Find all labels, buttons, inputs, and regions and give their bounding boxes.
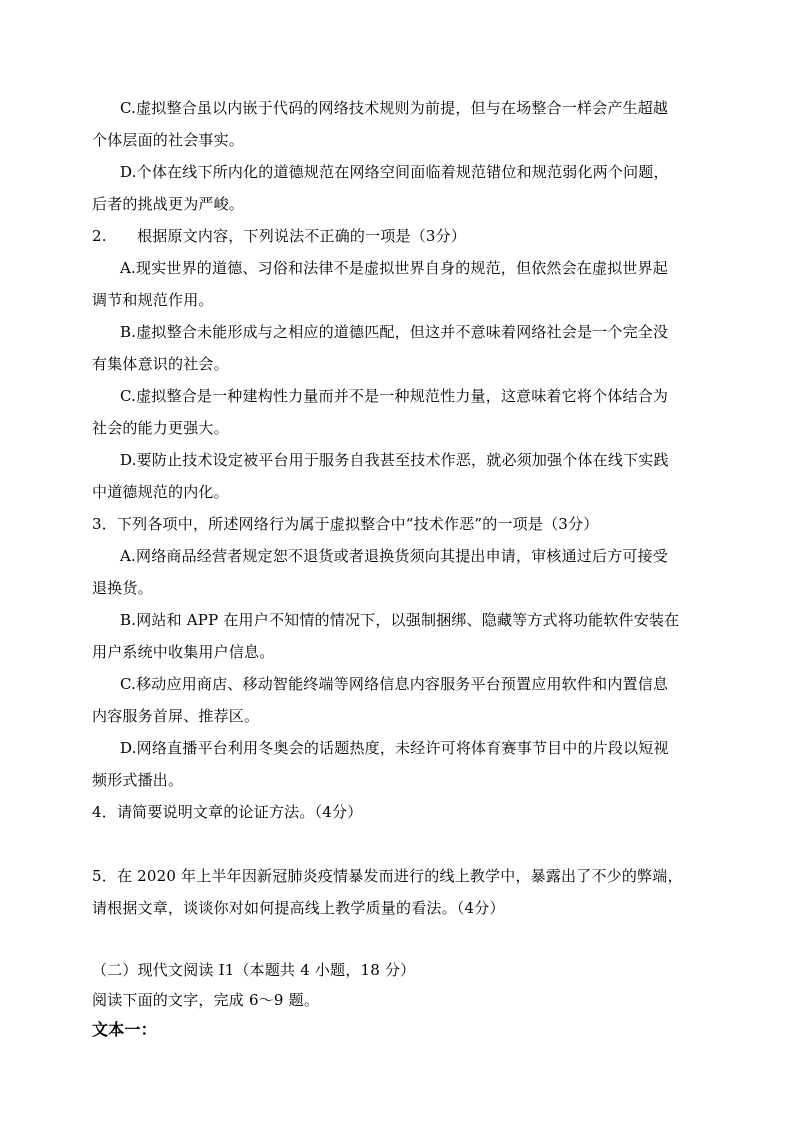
q2-option-d-line2: 中道德规范的内化。 xyxy=(92,483,229,501)
q3-option-d-line1: D.网络直播平台利用冬奥会的话题热度，未经许可将体育赛事节目中的片段以短视 xyxy=(120,739,669,757)
q3-option-c-line2: 内容服务首屏、推荐区。 xyxy=(92,707,260,725)
q3-option-c-line1: C.移动应用商店、移动智能终端等网络信息内容服务平台预置应用软件和内置信息 xyxy=(120,675,669,693)
q2-stem: 2. 根据原文内容，下列说法不正确的一项是（3分） xyxy=(92,227,467,245)
q1-option-d-line2: 后者的挑战更为严峻。 xyxy=(92,195,245,213)
q2-option-a-line2: 调节和规范作用。 xyxy=(92,291,214,309)
q5-line1: 5．在 2020 年上半年因新冠肺炎疫情暴发而进行的线上教学中，暴露出了不少的弊端， xyxy=(92,867,683,885)
q2-option-c-line1: C.虚拟整合是一种建构性力量而并不是一种规范性力量，这意味着它将个体结合为 xyxy=(120,387,669,405)
q1-option-d-line1: D.个体在线下所内化的道德规范在网络空间面临着规范错位和规范弱化两个问题， xyxy=(120,163,669,181)
q1-option-c-line1: C.虚拟整合虽以内嵌于代码的网络技术规则为前提，但与在场整合一样会产生超越 xyxy=(120,99,669,117)
q3-stem: 3．下列各项中，所述网络行为属于虚拟整合中“技术作恶”的一项是（3分） xyxy=(92,515,599,533)
q2-option-a-line1: A.现实世界的道德、习俗和法律不是虚拟世界自身的规范，但依然会在虚拟世界起 xyxy=(120,259,669,277)
q2-option-d-line1: D.要防止技术设定被平台用于服务自我甚至技术作恶，就必须加强个体在线下实践 xyxy=(120,451,669,469)
section2-heading: （二）现代文阅读 I1（本题共 4 小题，18 分） xyxy=(92,961,416,979)
q1-option-c-line2: 个体层面的社会事实。 xyxy=(92,131,245,149)
q2-option-b-line2: 有集体意识的社会。 xyxy=(92,355,229,373)
q3-option-b-line2: 用户系统中收集用户信息。 xyxy=(92,643,275,661)
q4-stem: 4．请简要说明文章的论证方法。（4分） xyxy=(92,803,363,821)
q5-line2: 请根据文章，谈谈你对如何提高线上教学质量的看法。（4分） xyxy=(92,899,505,917)
q2-option-b-line1: B.虚拟整合未能形成与之相应的道德匹配，但这并不意味着网络社会是一个完全没 xyxy=(120,323,669,341)
q3-option-d-line2: 频形式播出。 xyxy=(92,771,184,789)
q2-option-c-line2: 社会的能力更强大。 xyxy=(92,419,229,437)
section2-instruction: 阅读下面的文字，完成 6～9 题。 xyxy=(92,991,320,1009)
q3-option-a-line1: A.网络商品经营者规定恕不退货或者退换货须向其提出申请，审核通过后方可接受 xyxy=(120,547,669,565)
text-one-label: 文本一： xyxy=(92,1020,157,1039)
q3-option-b-line1: B.网站和 APP 在用户不知情的情况下，以强制捆绑、隐藏等方式将功能软件安装在 xyxy=(120,611,680,629)
q3-option-a-line2: 退换货。 xyxy=(92,579,153,597)
